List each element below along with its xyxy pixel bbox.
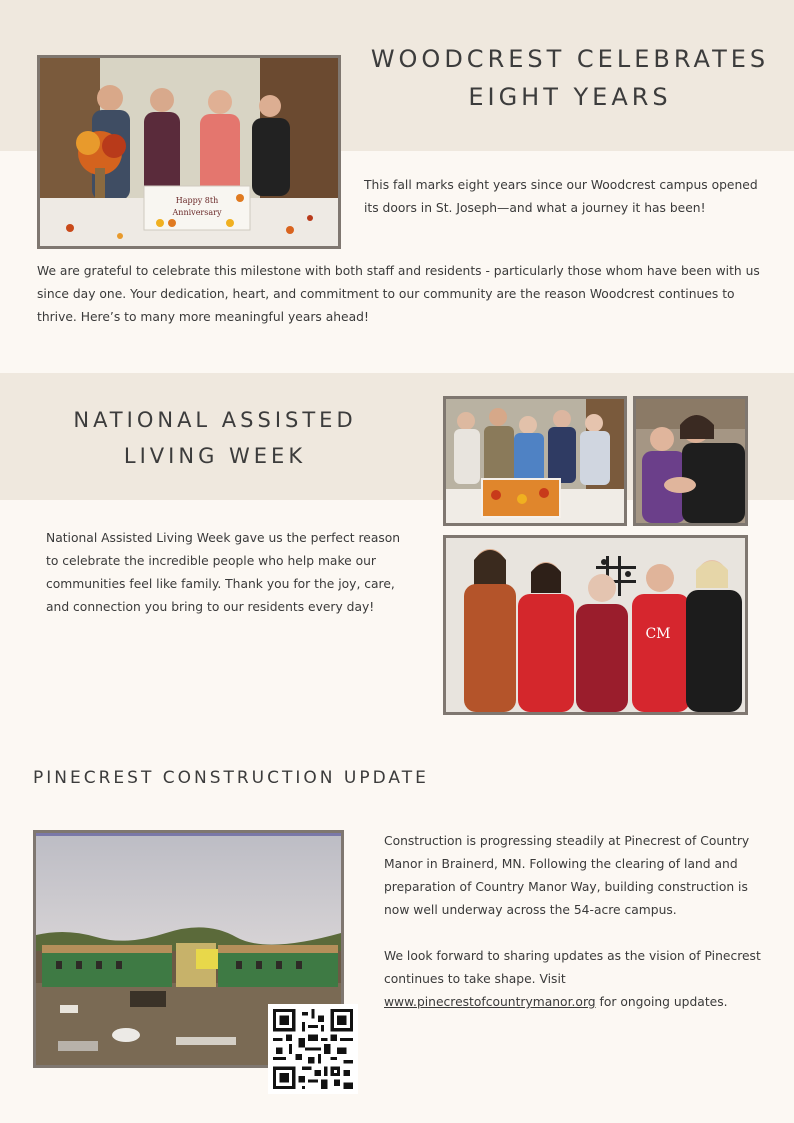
svg-text:Happy 8th: Happy 8th: [175, 196, 219, 205]
woodcrest-heading-line1: WOODCREST CELEBRATES: [370, 45, 770, 73]
svg-text:Anniversary: Anniversary: [172, 208, 222, 217]
nalw-heading: [50, 402, 380, 474]
residents-cake-photo: [443, 396, 627, 526]
resident-staff-hug-photo: [633, 396, 748, 526]
visit-prefix: We look forward to sharing updates as the vision of Pinecrest continues to take shape. Visit: [384, 949, 761, 986]
qr-code-icon[interactable]: [268, 1004, 358, 1094]
woodcrest-body: We are grateful to celebrate this milestone with both staff and residents - particularly those whom have been with us since day one. Your dedication, heart, and commitment to our community are the reason Woodcrest continues to thrive. Here’s to many more meaningful years ahead!: [37, 264, 760, 324]
nalw-body: National Assisted Living Week gave us the perfect reason to celebrate the incredible people who help make our communities feel like family. Thank you for the joy, care, and connection you bring to our residents every day!: [46, 531, 401, 614]
staff-group-photo: [443, 535, 748, 715]
cake-photo: [37, 55, 341, 249]
nalw-heading-line1: NATIONAL ASSISTED: [73, 408, 357, 432]
woodcrest-intro: This fall marks eight years since our Woodcrest campus opened its doors in St. Joseph—and what a journey it has been!: [364, 178, 758, 215]
nalw-heading-line2: LIVING WEEK: [123, 444, 307, 468]
pinecrest-website-link[interactable]: www.pinecrestofcountrymanor.org: [384, 995, 596, 1009]
pinecrest-visit-text: [384, 945, 764, 1014]
pinecrest-body: Construction is progressing steadily at Pinecrest of Country Manor in Brainerd, MN. Following the clearing of land and preparation of Country Manor Way, building construction is now well underway across the 54-acre campus.: [384, 834, 750, 917]
visit-suffix: for ongoing updates.: [595, 995, 728, 1009]
woodcrest-heading: [370, 40, 770, 116]
svg-text:CM: CM: [645, 626, 671, 642]
pinecrest-heading: PINECREST CONSTRUCTION UPDATE: [33, 768, 429, 788]
woodcrest-heading-line2: EIGHT YEARS: [468, 83, 672, 111]
